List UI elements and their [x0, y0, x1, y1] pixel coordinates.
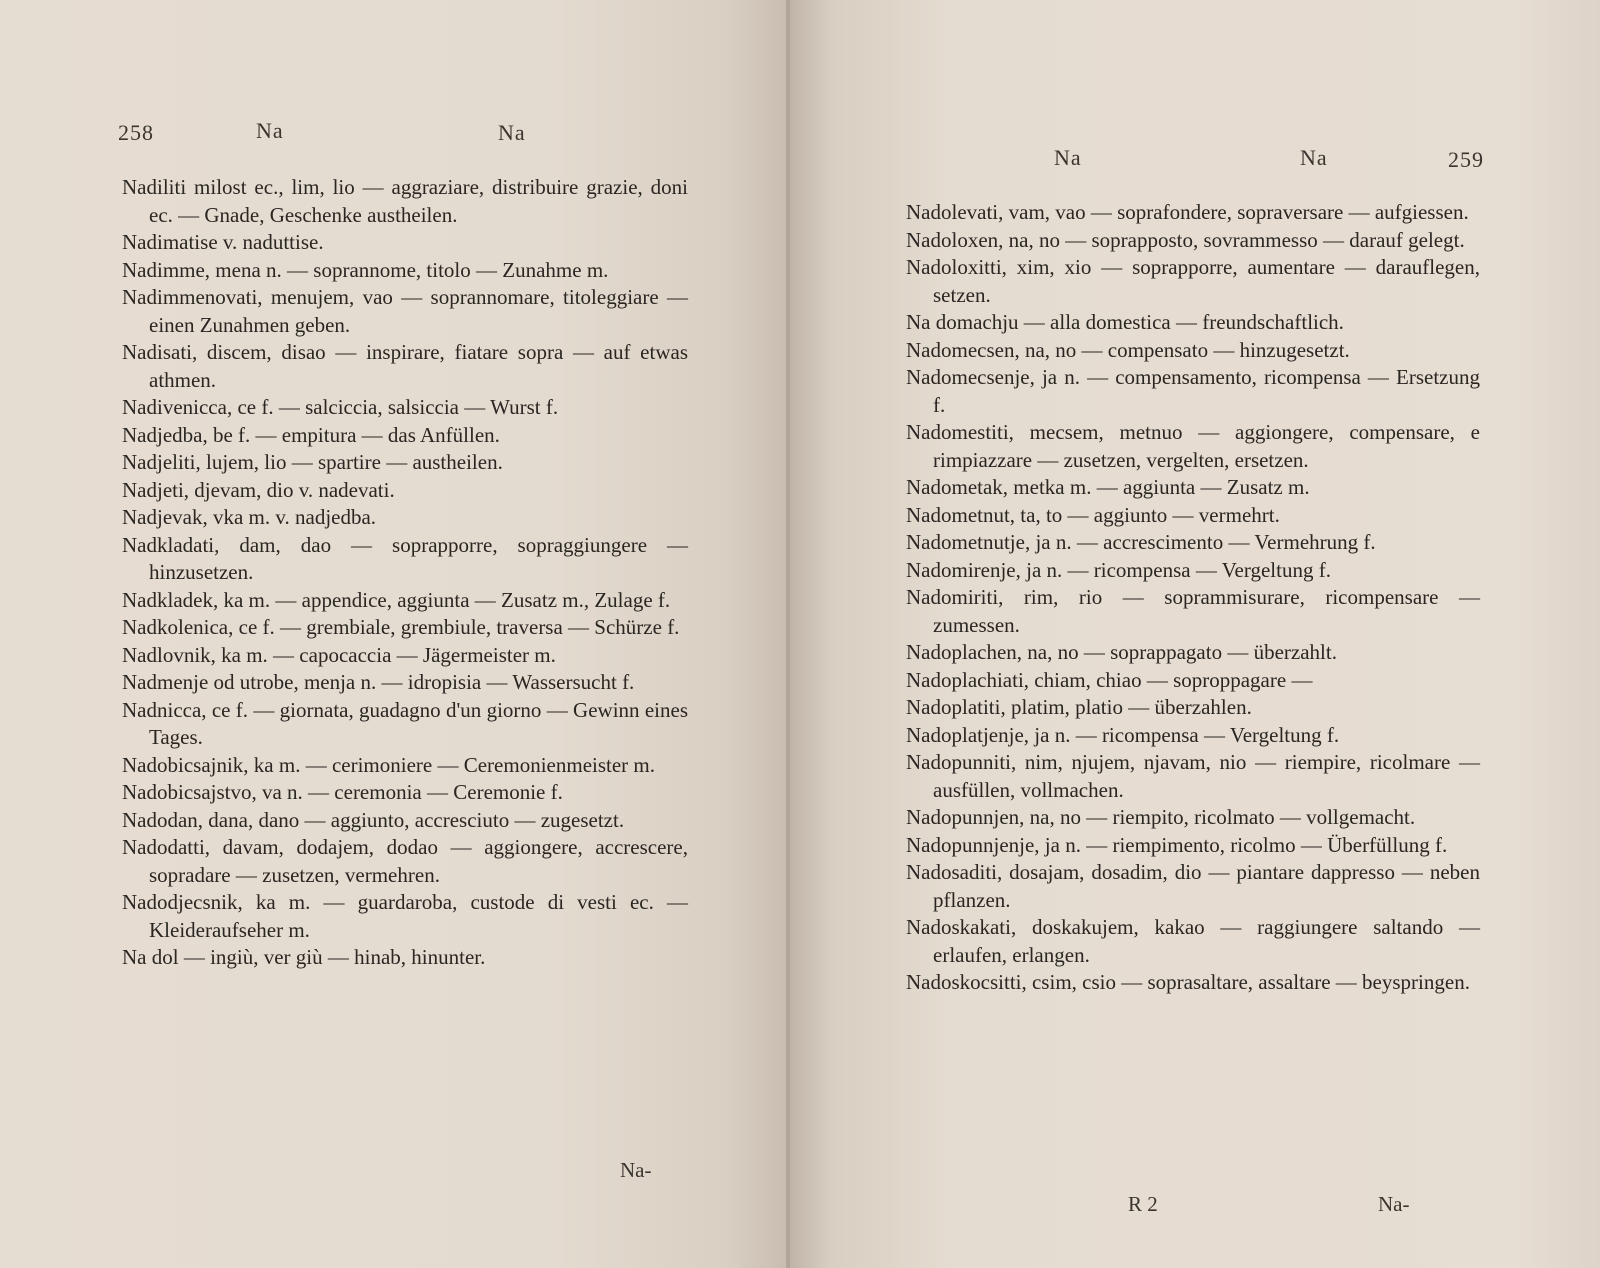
catchword-left: Na-: [620, 1158, 652, 1182]
right-page: [790, 0, 1600, 1268]
dictionary-entry: Nadoplatjenje, ja n. — ricompensa — Vergeltung f.: [906, 722, 1340, 747]
dictionary-entry: Nadoplachen, na, no — soprappagato — überzahlt.: [906, 640, 1337, 664]
dictionary-entry: Nadopunniti, nim, njujem, njavam, nio — riempire, ricolmare — ausfüllen, vollmachen.: [906, 750, 1480, 802]
dictionary-entry: Nadomecsen, na, no — compensato — hinzugesetzt.: [906, 337, 1350, 362]
dictionary-entry: Nadoloxen, na, no — soprapposto, sovrammesso — darauf gelegt.: [906, 227, 1465, 252]
page-number-right: 259: [1448, 147, 1484, 172]
page-number-left: 258: [118, 120, 154, 145]
dictionary-entry: Nadkladek, ka m. — appendice, aggiunta — Zusatz m., Zulage f.: [122, 587, 671, 612]
dictionary-entry: Nadometak, metka m. — aggiunta — Zusatz m.: [906, 475, 1310, 499]
dictionary-entry: Nadolevati, vam, vao — soprafondere, sopraversare — aufgiessen.: [906, 200, 1469, 224]
left-page: [0, 0, 790, 1268]
dictionary-entry: Nadoskocsitti, csim, csio — soprasaltare, assaltare — beyspringen.: [906, 970, 1470, 994]
running-head-left-1: Na: [256, 118, 284, 143]
dictionary-entry: Nadodatti, davam, dodajem, dodao — aggiongere, accrescere, sopradare — zusetzen, vermehren.: [122, 835, 688, 887]
signature-mark: R 2: [1128, 1192, 1158, 1216]
dictionary-entry: Nadomiriti, rim, rio — soprammisurare, ricompensare — zumessen.: [906, 585, 1480, 637]
dictionary-entry: Nadkladati, dam, dao — soprapporre, sopraggiungere — hinzusetzen.: [122, 532, 688, 584]
dictionary-entry: Nadomirenje, ja n. — ricompensa — Vergeltung f.: [906, 557, 1331, 582]
dictionary-entry: Nadometnut, ta, to — aggiunto — vermehrt.: [906, 502, 1280, 527]
dictionary-entry: Nadodan, dana, dano — aggiunto, accresciuto — zugesetzt.: [122, 807, 625, 832]
dictionary-entry: Na domachju — alla domestica — freundschaftlich.: [906, 310, 1344, 334]
dictionary-entry: Nadisati, discem, disao — inspirare, fiatare sopra — auf etwas athmen.: [122, 340, 688, 392]
dictionary-entry: Nadjedba, be f. — empitura — das Anfüllen.: [122, 422, 500, 447]
entries-right: [906, 199, 1480, 997]
dictionary-entry: Na dol — ingiù, ver giù — hinab, hinunter.: [122, 945, 486, 969]
dictionary-entry: Nadoplachiati, chiam, chiao — soproppagare —: [906, 667, 1313, 692]
running-head-left-2: Na: [498, 120, 526, 145]
dictionary-entry: Nadosaditi, dosajam, dosadim, dio — piantare dappresso — neben pflanzen.: [906, 860, 1480, 912]
dictionary-entry: Nadnicca, ce f. — giornata, guadagno d'un giorno — Gewinn eines Tages.: [122, 697, 688, 749]
catchword-right: Na-: [1378, 1192, 1410, 1216]
dictionary-entry: Nadjevak, vka m. v. nadjedba.: [122, 505, 377, 529]
dictionary-entry: Nadometnutje, ja n. — accrescimento — Vermehrung f.: [906, 530, 1376, 554]
dictionary-entry: Nadkolenica, ce f. — grembiale, grembiule, traversa — Schürze f.: [122, 615, 680, 639]
dictionary-entry: Nadoplatiti, platim, platio — überzahlen.: [906, 695, 1252, 719]
dictionary-entry: Nadjeliti, lujem, lio — spartire — austheilen.: [122, 450, 503, 474]
dictionary-entry: Nadimatise v. naduttise.: [122, 230, 324, 254]
dictionary-entry: Nadivenicca, ce f. — salciccia, salsiccia — Wurst f.: [122, 395, 559, 419]
dictionary-entry: Nadmenje od utrobe, menja n. — idropisia — Wassersucht f.: [122, 670, 635, 694]
dictionary-entry: Nadomecsenje, ja n. — compensamento, ricompensa — Ersetzung f.: [906, 365, 1480, 417]
entries-left: [122, 174, 688, 972]
dictionary-entry: Nadopunnjen, na, no — riempito, ricolmato — vollgemacht.: [906, 805, 1416, 829]
dictionary-entry: Nadimme, mena n. — soprannome, titolo — Zunahme m.: [122, 257, 609, 282]
dictionary-entry: Nadodjecsnik, ka m. — guardaroba, custode di vesti ec. — Kleideraufseher m.: [122, 890, 688, 942]
dictionary-entry: Nadobicsajnik, ka m. — cerimoniere — Ceremonienmeister m.: [122, 752, 656, 777]
dictionary-entry: Nadlovnik, ka m. — capocaccia — Jägermeister m.: [122, 642, 556, 667]
dictionary-entry: Nadopunnjenje, ja n. — riempimento, ricolmo — Überfüllung f.: [906, 832, 1448, 857]
dictionary-entry: Nadimmenovati, menujem, vao — soprannomare, titoleggiare — einen Zunahmen geben.: [122, 285, 688, 337]
dictionary-entry: Nadobicsajstvo, va n. — ceremonia — Ceremonie f.: [122, 780, 563, 804]
running-head-right-2: Na: [1300, 145, 1328, 170]
dictionary-entry: Nadiliti milost ec., lim, lio — aggraziare, distribuire grazie, doni ec. — Gnade, Geschenke austheilen.: [122, 175, 688, 227]
dictionary-entry: Nadjeti, djevam, dio v. nadevati.: [122, 477, 395, 502]
dictionary-entry: Nadoskakati, doskakujem, kakao — raggiungere saltando — erlaufen, erlangen.: [906, 915, 1480, 967]
dictionary-entry: Nadoloxitti, xim, xio — soprapporre, aumentare — darauflegen, setzen.: [906, 255, 1480, 307]
running-head-right-1: Na: [1054, 145, 1082, 170]
dictionary-entry: Nadomestiti, mecsem, metnuo — aggiongere, compensare, e rimpiazzare — zusetzen, vergelten, ersetzen.: [906, 420, 1480, 472]
